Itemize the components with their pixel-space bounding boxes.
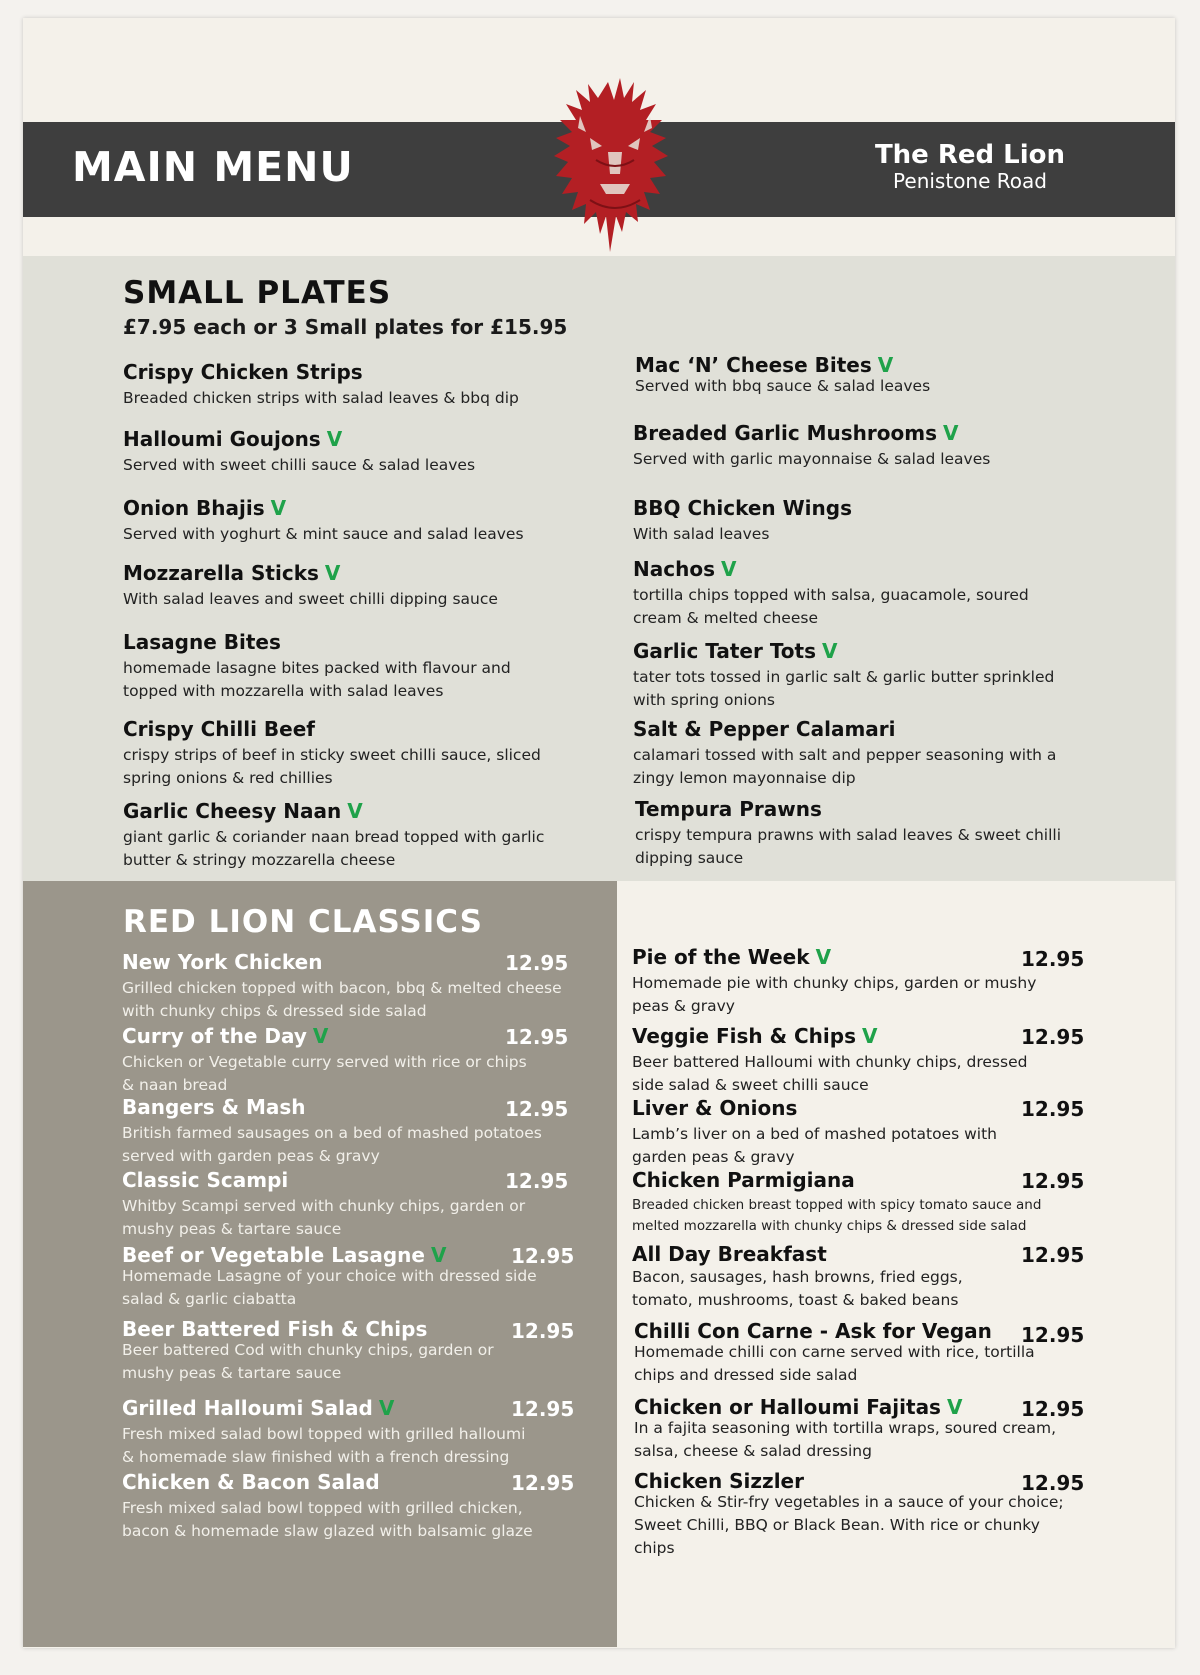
item-description: Beer battered Halloumi with chunky chips, dressed side salad & sweet chilli sauce (632, 1053, 1028, 1094)
item-name: Bangers & Mash (122, 1095, 306, 1119)
menu-item (632, 1095, 1052, 1169)
item-price: 12.95 (1021, 1243, 1085, 1267)
menu-item (634, 1468, 1074, 1560)
item-description: Homemade Lasagne of your choice with dressed side salad & garlic ciabatta (122, 1267, 537, 1308)
vegetarian-badge: V (312, 1024, 329, 1048)
vegetarian-badge: V (943, 421, 959, 445)
item-description: Bacon, sausages, hash browns, fried eggs, tomato, mushrooms, toast & baked beans (632, 1268, 963, 1309)
item-price: 12.95 (1021, 1025, 1085, 1049)
menu-item (635, 796, 1075, 870)
item-description: Grilled chicken topped with bacon, bbq & melted cheese with chunky chips & dressed side salad (122, 979, 562, 1020)
item-description: Homemade chilli con carne served with rice, tortilla chips and dressed side salad (634, 1343, 1035, 1384)
item-description: Whitby Scampi served with chunky chips, garden or mushy peas & tartare sauce (122, 1197, 526, 1238)
vegetarian-badge: V (946, 1395, 963, 1419)
item-price: 12.95 (1021, 1397, 1085, 1421)
menu-item (122, 1469, 562, 1543)
item-description: Served with sweet chilli sauce & salad leaves (123, 456, 476, 474)
item-price: 12.95 (1021, 1471, 1085, 1495)
vegetarian-badge: V (347, 799, 363, 823)
item-description: tortilla chips topped with salsa, guacamole, soured cream & melted cheese (633, 586, 1029, 627)
menu-item (632, 944, 1072, 1018)
menu-item (632, 1167, 1052, 1237)
item-name: Beer Battered Fish & Chips (122, 1317, 428, 1341)
item-description: Lamb’s liver on a bed of mashed potatoes with garden peas & gravy (632, 1125, 997, 1166)
item-description: Breaded chicken breast topped with spicy tomato sauce and melted mozzarella with chunky chips & dressed side salad (632, 1197, 1042, 1234)
item-name: Chicken or Halloumi Fajitas V (634, 1395, 963, 1419)
item-description: With salad leaves and sweet chilli dipping sauce (123, 590, 498, 608)
item-description: With salad leaves (633, 525, 770, 543)
item-name: Nachos V (633, 557, 737, 581)
item-name: Breaded Garlic Mushrooms V (633, 421, 959, 445)
item-description: Served with garlic mayonnaise & salad leaves (633, 450, 991, 468)
menu-item (123, 426, 553, 477)
vegetarian-badge: V (861, 1024, 878, 1048)
item-name: Classic Scampi (122, 1168, 289, 1192)
item-name: Garlic Tater Tots V (633, 639, 838, 663)
item-name: Beef or Vegetable Lasagne V (122, 1243, 447, 1267)
item-name: Chicken Parmigiana (632, 1168, 855, 1192)
menu-item (123, 629, 553, 703)
item-description: Fresh mixed salad bowl topped with grilled chicken, bacon & homemade slaw glazed with balsamic glaze (122, 1499, 533, 1540)
item-description: homemade lasagne bites packed with flavour and topped with mozzarella with salad leaves (123, 659, 511, 700)
item-name: Mozzarella Sticks V (123, 561, 341, 585)
vegetarian-badge: V (822, 639, 838, 663)
item-price: 12.95 (511, 1397, 575, 1421)
item-description: tater tots tossed in garlic salt & garlic butter sprinkled with spring onions (633, 668, 1055, 709)
venue-name: The Red Lion (874, 140, 1066, 170)
item-price: 12.95 (505, 1097, 569, 1121)
item-name: Garlic Cheesy Naan V (123, 799, 363, 823)
item-price: 12.95 (505, 1025, 569, 1049)
venue-block (860, 140, 1080, 192)
item-name: Onion Bhajis V (123, 496, 287, 520)
item-description: giant garlic & coriander naan bread topped with garlic butter & stringy mozzarella cheese (123, 828, 545, 869)
menu-item (633, 495, 1073, 546)
item-name: Liver & Onions (632, 1096, 798, 1120)
item-description: crispy strips of beef in sticky sweet chilli sauce, sliced spring onions & red chillies (123, 746, 541, 787)
item-description: In a fajita seasoning with tortilla wraps, soured cream, salsa, cheese & salad dressing (634, 1419, 1057, 1460)
menu-item (122, 1167, 562, 1241)
item-price: 12.95 (1021, 1323, 1085, 1347)
item-name: New York Chicken (122, 950, 323, 974)
item-name: Veggie Fish & Chips V (632, 1024, 878, 1048)
item-description: Breaded chicken strips with salad leaves & bbq dip (123, 389, 519, 407)
menu-item (123, 798, 553, 872)
menu-item (122, 1242, 562, 1311)
item-description: Served with bbq sauce & salad leaves (635, 377, 931, 395)
item-description: Chicken & Stir-fry vegetables in a sauce of your choice; Sweet Chilli, BBQ or Black Bean. With rice or chunky chips (634, 1493, 1064, 1557)
menu-item (122, 949, 562, 1023)
item-description: Homemade pie with chunky chips, garden or mushy peas & gravy (632, 974, 1037, 1015)
venue-road: Penistone Road (893, 169, 1047, 194)
menu-item (123, 716, 553, 790)
item-description: Fresh mixed salad bowl topped with grilled halloumi & homemade slaw finished with a french dressing (122, 1425, 526, 1466)
vegetarian-badge: V (815, 945, 832, 969)
item-name: Crispy Chicken Strips (123, 360, 363, 384)
menu-item (633, 420, 1073, 471)
item-description: British farmed sausages on a bed of mashed potatoes served with garden peas & gravy (122, 1124, 542, 1165)
item-price: 12.95 (1021, 1169, 1085, 1193)
classics-title: RED LION CLASSICS (123, 904, 483, 940)
item-description: Beer battered Cod with chunky chips, garden or mushy peas & tartare sauce (122, 1341, 494, 1382)
red-lion-logo-icon (550, 76, 680, 256)
item-name: Tempura Prawns (635, 797, 822, 821)
vegetarian-badge: V (430, 1243, 447, 1267)
item-name: Mac ‘N’ Cheese Bites V (635, 353, 894, 377)
vegetarian-badge: V (326, 427, 343, 451)
item-name: Grilled Halloumi Salad V (122, 1396, 395, 1420)
menu-title: MAIN MENU (72, 143, 354, 191)
menu-item (122, 1023, 542, 1097)
item-name: Crispy Chilli Beef (123, 717, 315, 741)
menu-item (122, 1094, 542, 1168)
item-name: Chicken & Bacon Salad (122, 1470, 380, 1494)
item-price: 12.95 (1021, 1097, 1085, 1121)
item-price: 12.95 (1021, 947, 1085, 971)
item-name: Pie of the Week V (632, 945, 832, 969)
item-description: crispy tempura prawns with salad leaves & sweet chilli dipping sauce (635, 826, 1062, 867)
menu-item (123, 359, 553, 410)
small-plates-title: SMALL PLATES (123, 275, 392, 311)
menu-item (633, 556, 1073, 630)
item-name: All Day Breakfast (632, 1242, 827, 1266)
item-price: 12.95 (505, 1169, 569, 1193)
item-price: 12.95 (511, 1319, 575, 1343)
item-price: 12.95 (511, 1244, 575, 1268)
item-name: Chilli Con Carne - Ask for Vegan (634, 1319, 992, 1343)
vegetarian-badge: V (324, 561, 341, 585)
menu-item (633, 716, 1073, 790)
item-name: Halloumi Goujons V (123, 427, 343, 451)
menu-item (122, 1316, 542, 1385)
item-price: 12.95 (511, 1471, 575, 1495)
item-description: calamari tossed with salt and pepper seasoning with a zingy lemon mayonnaise dip (633, 746, 1057, 787)
vegetarian-badge: V (270, 496, 287, 520)
menu-item (635, 352, 1075, 398)
item-name: BBQ Chicken Wings (633, 496, 852, 520)
menu-item (123, 495, 553, 546)
item-price: 12.95 (505, 951, 569, 975)
vegetarian-badge: V (378, 1396, 395, 1420)
menu-item (632, 1023, 1052, 1097)
menu-item (122, 1395, 542, 1469)
menu-item (123, 560, 553, 611)
small-plates-price-note: £7.95 each or 3 Small plates for £15.95 (123, 315, 568, 339)
item-description: Chicken or Vegetable curry served with rice or chips & naan bread (122, 1053, 527, 1094)
vegetarian-badge: V (720, 557, 737, 581)
menu-item (633, 638, 1073, 712)
item-name: Lasagne Bites (123, 630, 281, 654)
item-name: Salt & Pepper Calamari (633, 717, 896, 741)
menu-item (632, 1241, 1012, 1312)
menu-item (634, 1318, 1074, 1387)
menu-item (634, 1394, 1074, 1463)
vegetarian-badge: V (877, 353, 894, 377)
item-name: Curry of the Day V (122, 1024, 329, 1048)
item-name: Chicken Sizzler (634, 1469, 804, 1493)
item-description: Served with yoghurt & mint sauce and salad leaves (123, 525, 524, 543)
